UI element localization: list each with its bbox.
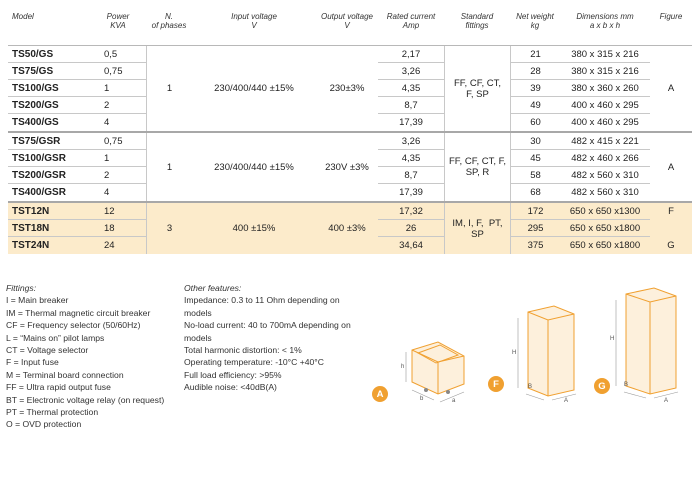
table-cell-current: 4,35	[378, 150, 444, 167]
table-cell-power: 0,5	[90, 46, 146, 63]
table-cell-input-voltage: 400 ±15%	[232, 223, 276, 234]
header-input-voltage: Input voltage V	[231, 12, 277, 30]
table-cell-dimensions: 400 x 460 x 295	[560, 97, 650, 114]
table-cell-model: TST18N	[8, 220, 90, 237]
table-cell-figure: G	[667, 240, 675, 251]
table-cell-figure: F	[668, 206, 674, 217]
table-cell-model: TST24N	[12, 240, 50, 251]
table-header	[8, 8, 692, 46]
table-cell-current: 4,35	[378, 80, 444, 97]
table-cell-model: TS400/GS	[12, 117, 59, 128]
fittings-item: CT = Voltage selector	[6, 345, 89, 356]
table-cell-dimensions: 482 x 460 x 266	[560, 150, 650, 167]
table-cell-model: TS50/GS	[8, 46, 90, 63]
svg-text:A: A	[564, 398, 569, 404]
fittings-item: IM = Thermal magnetic circuit breaker	[6, 307, 151, 318]
table-cell-power: 24	[104, 240, 115, 251]
figure-f	[488, 292, 588, 404]
svg-text:B: B	[624, 382, 629, 388]
table-cell-weight: 28	[511, 63, 560, 80]
fittings-item: M = Terminal board connection	[6, 369, 124, 380]
table-cell-current: 8,7	[378, 97, 444, 114]
table-cell-current: 17,39	[399, 117, 423, 128]
table-group-gs	[8, 46, 692, 133]
table-cell-output-voltage: 230±3%	[329, 83, 365, 94]
header-net-weight: Net weight kg	[516, 12, 554, 30]
feature-item: Impedance: 0.3 to 11 Ohm depending on models	[184, 295, 340, 318]
fittings-item: FF = Ultra rapid output fuse	[6, 382, 111, 393]
svg-text:A: A	[664, 398, 669, 404]
header-figure: Figure	[659, 12, 683, 21]
table-cell-current: 17,39	[399, 187, 423, 198]
other-features	[184, 282, 354, 394]
table-cell-weight: 45	[511, 150, 560, 167]
transformer-case-a-icon	[368, 334, 488, 414]
table-cell-model: TS100/GSR	[8, 150, 90, 167]
feature-item: Operating temperature: -10°C +40°C	[184, 357, 324, 368]
table-group-tst	[8, 203, 692, 254]
table-cell-dimensions: 380 x 315 x 216	[560, 46, 650, 63]
figure-g-badge: G	[594, 378, 610, 394]
table-cell-power: 12	[90, 203, 146, 220]
fittings-item: CF = Frequency selector (50/60Hz)	[6, 320, 141, 331]
table-cell-power: 0,75	[90, 133, 146, 150]
table-cell-power: 18	[90, 220, 146, 237]
table-cell-phases: 3	[146, 203, 192, 254]
feature-item: Audible noise: <40dB(A)	[184, 382, 277, 393]
fittings-item: I = Main breaker	[6, 295, 69, 306]
fittings-item: L = “Mains on” pilot lamps	[6, 332, 105, 343]
feature-item: Total harmonic distortion: < 1%	[184, 345, 302, 356]
fittings-item: O = OVD protection	[6, 419, 82, 430]
table-cell-weight: 375	[527, 240, 544, 251]
table-cell-model: TS200/GS	[8, 97, 90, 114]
table-cell-output-voltage: 230V ±3%	[325, 161, 369, 173]
table-cell-model: TS100/GS	[8, 80, 90, 97]
table-cell-output-voltage: 400 ±3%	[328, 223, 366, 234]
figure-g	[588, 284, 692, 404]
table-cell-fittings: FF, CF, CT, F, SP, R	[444, 133, 510, 201]
table-cell-phases: 1	[146, 46, 192, 131]
table-cell-dimensions: 650 x 650 x1800	[560, 220, 650, 237]
table-cell-dimensions: 650 x 650 x1800	[569, 240, 641, 251]
table-cell-power: 1	[90, 150, 146, 167]
table-cell-weight: 30	[511, 133, 560, 150]
table-cell-current: 3,26	[378, 63, 444, 80]
table-cell-dimensions: 650 x 650 x1300	[560, 203, 650, 220]
feature-item: Full load efficiency: >95%	[184, 369, 282, 380]
table-cell-current: 17,32	[378, 203, 444, 220]
figure-a-badge: A	[372, 386, 388, 402]
table-cell-power: 4	[104, 187, 110, 198]
spec-table	[8, 8, 692, 254]
table-cell-input-voltage: 230/400/440 ±15%	[214, 161, 294, 173]
svg-text:a: a	[452, 398, 456, 404]
header-output-voltage: Output voltage V	[320, 12, 374, 30]
table-cell-model: TST12N	[8, 203, 90, 220]
fittings-item: PT = Thermal protection	[6, 407, 99, 418]
feature-item: No-load current: 40 to 700mA depending on models	[184, 320, 351, 343]
table-cell-fittings: FF, CF, CT, F, SP	[444, 46, 510, 131]
table-cell-weight: 21	[511, 46, 560, 63]
table-cell-weight: 39	[511, 80, 560, 97]
table-cell-model: TS75/GSR	[8, 133, 90, 150]
table-group-gsr	[8, 133, 692, 203]
table-cell-power: 1	[90, 80, 146, 97]
table-cell-weight: 68	[530, 187, 541, 198]
table-cell-current: 2,17	[378, 46, 444, 63]
figure-a	[368, 334, 488, 414]
svg-text:B: B	[528, 384, 533, 390]
svg-text:b: b	[420, 396, 424, 402]
table-cell-current: 34,64	[399, 240, 423, 251]
table-cell-weight: 49	[511, 97, 560, 114]
table-cell-model: TS200/GSR	[8, 167, 90, 184]
figure-f-badge: F	[488, 376, 504, 392]
svg-text:H: H	[512, 350, 517, 356]
table-cell-power: 4	[104, 117, 110, 128]
table-cell-model: TS75/GS	[8, 63, 90, 80]
table-cell-dimensions: 380 x 360 x 260	[560, 80, 650, 97]
table-cell-power: 0,75	[90, 63, 146, 80]
table-cell-dimensions: 482 x 560 x 310	[560, 167, 650, 184]
table-cell-current: 3,26	[378, 133, 444, 150]
table-cell-phases: 1	[146, 133, 192, 201]
table-cell-dimensions: 380 x 315 x 216	[560, 63, 650, 80]
header-model: Model	[12, 12, 34, 21]
table-cell-power: 2	[90, 167, 146, 184]
table-cell-power: 2	[90, 97, 146, 114]
fittings-legend	[6, 282, 176, 431]
fittings-title: Fittings:	[6, 283, 37, 293]
header-phases: N. of phases	[151, 12, 187, 30]
table-cell-dimensions: 482 x 560 x 310	[571, 187, 639, 198]
svg-text:h: h	[401, 364, 405, 370]
table-cell-figure: A	[667, 83, 675, 94]
table-cell-weight: 58	[511, 167, 560, 184]
table-cell-weight: 172	[511, 203, 560, 220]
table-cell-current: 26	[378, 220, 444, 237]
table-cell-model: TS400/GSR	[12, 187, 66, 198]
svg-text:H: H	[610, 336, 615, 342]
header-dimensions: Dimensions mm a x b x h	[576, 12, 634, 30]
fittings-item: F = Input fuse	[6, 357, 59, 368]
table-cell-weight: 295	[511, 220, 560, 237]
table-cell-input-voltage: 230/400/440 ±15%	[214, 83, 294, 94]
table-cell-weight: 60	[530, 117, 541, 128]
table-cell-dimensions: 400 x 460 x 295	[571, 117, 639, 128]
table-cell-dimensions: 482 x 415 x 221	[560, 133, 650, 150]
header-standard-fittings: Standard fittings	[460, 12, 494, 30]
fittings-item: BT = Electronic voltage relay (on request)	[6, 394, 165, 405]
other-features-title: Other features:	[184, 283, 242, 293]
table-cell-current: 8,7	[378, 167, 444, 184]
header-power: Power KVA	[106, 12, 130, 30]
table-cell-fittings: IM, I, F, PT, SP	[444, 203, 510, 254]
header-rated-current: Rated current Amp	[386, 12, 436, 30]
table-cell-figure: A	[667, 161, 675, 173]
